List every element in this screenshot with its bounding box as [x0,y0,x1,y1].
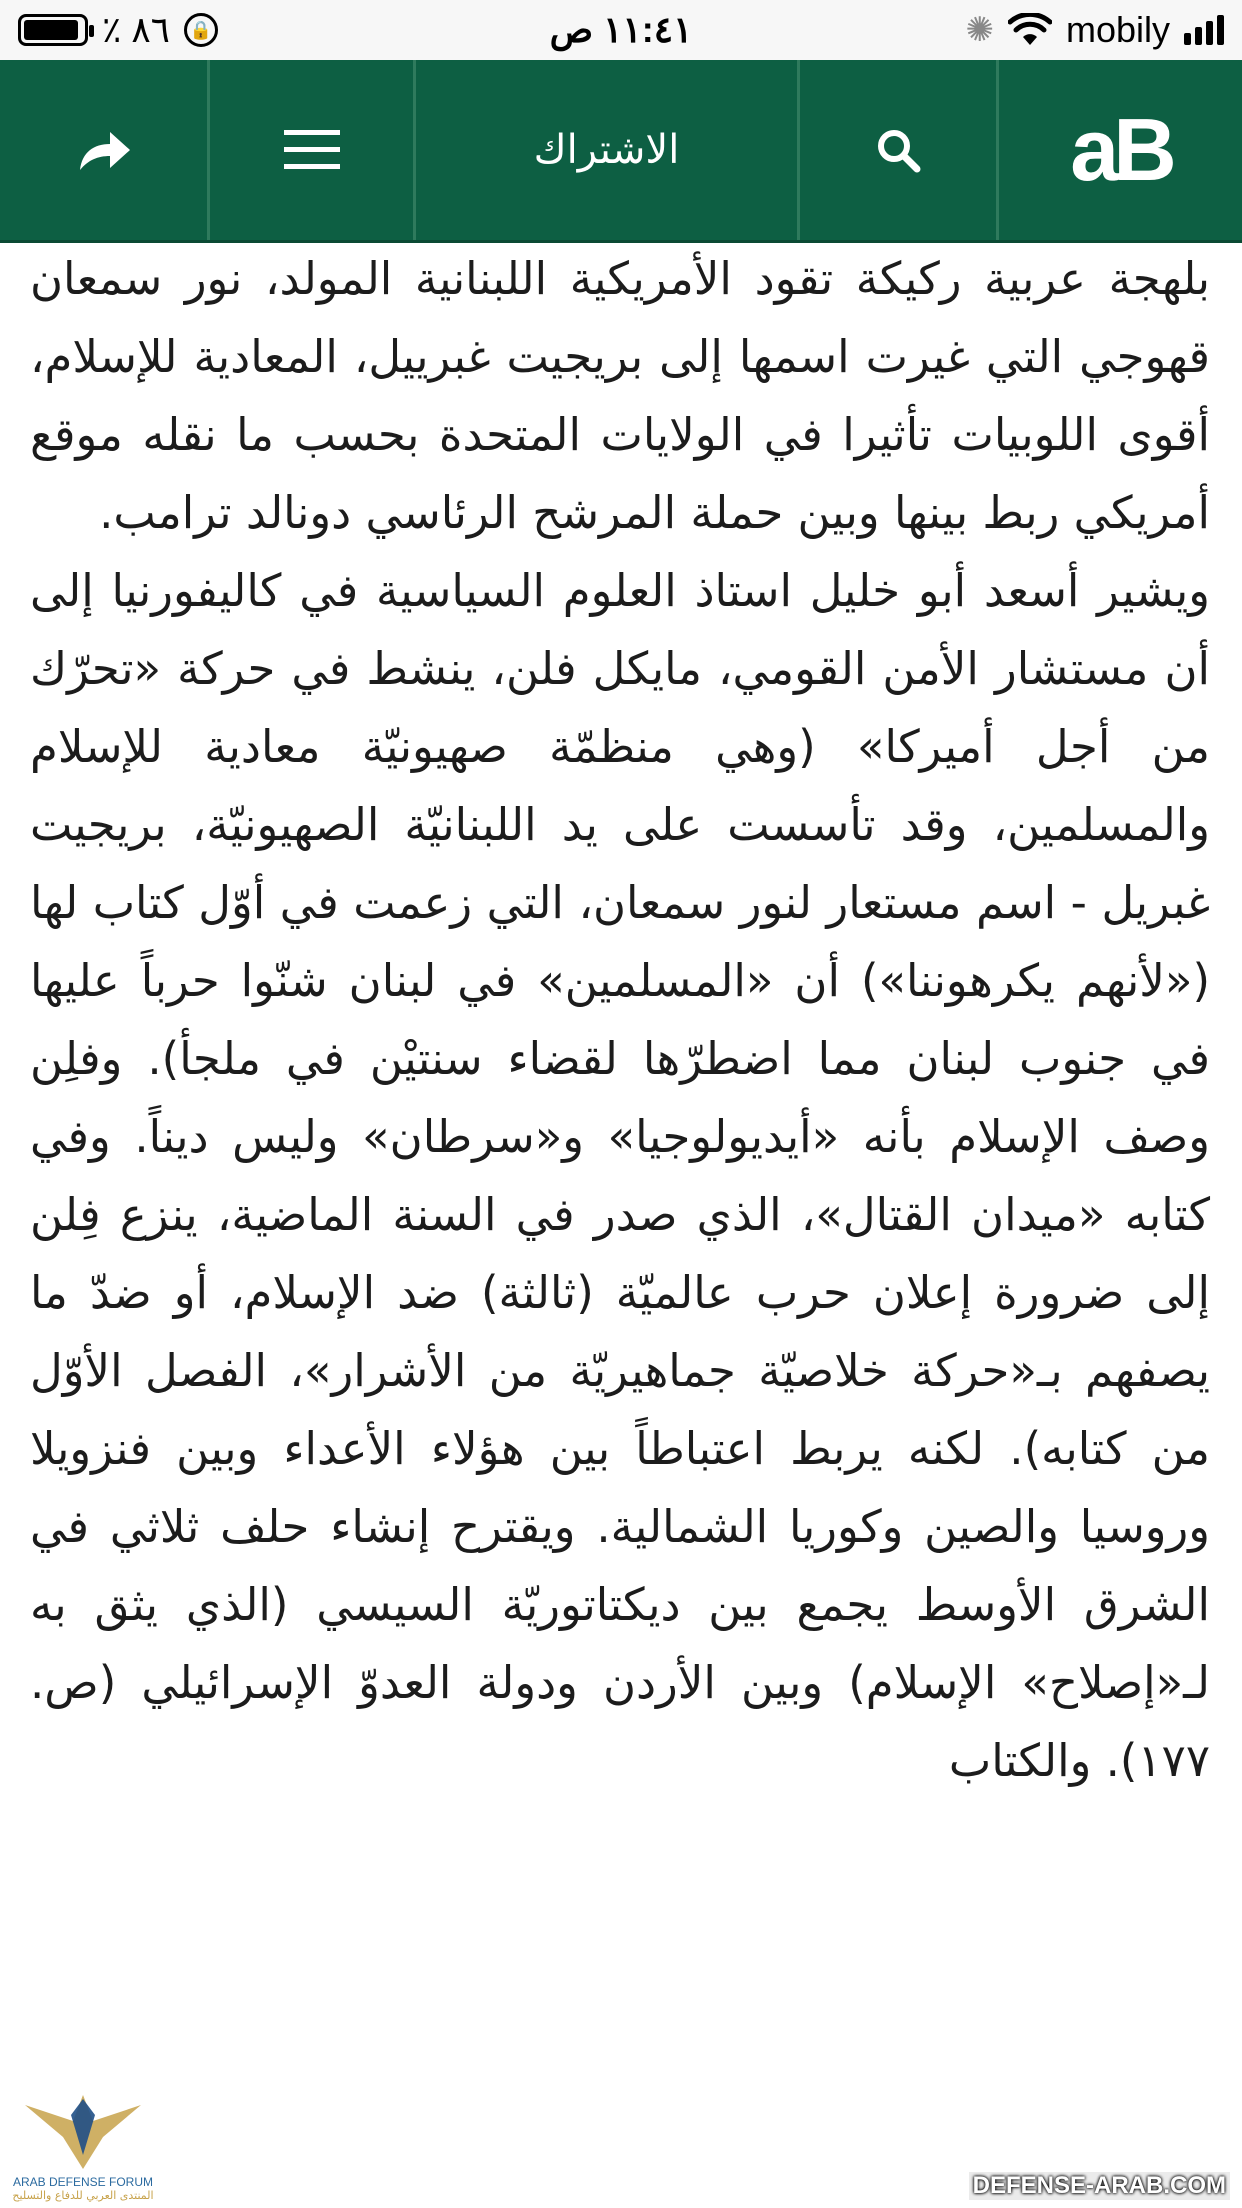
battery-icon [18,14,88,46]
site-logo[interactable] [996,60,1242,240]
watermark-forum-subtitle: المنتدى العربي للدفاع والتسليح [12,2189,154,2202]
wifi-icon [1008,13,1052,47]
menu-icon [284,128,340,172]
status-left [18,0,218,60]
subscribe-label: الاشتراك [533,127,680,173]
subscribe-button[interactable] [413,60,797,240]
status-time: ١١:٤١ ص [549,9,693,50]
watermark-forum-name: ARAB DEFENSE FORUM [12,2175,153,2189]
forum-watermark-logo [8,2085,158,2205]
article-body [30,240,1210,1800]
share-button[interactable] [0,60,207,240]
logo-text: aB [1070,100,1171,199]
eagle-emblem-icon [23,2085,143,2175]
search-button[interactable] [797,60,996,240]
share-icon [76,126,132,174]
carrier-name: mobily [1065,9,1170,50]
article-paragraph-2: ويشير أسعد أبو خليل استاذ العلوم السياسية في كاليفورنيا إلى أن مستشار الأمن القومي، مايكل فلن، ينشط في حركة «تحرّك من أجل أميركا» (وهي منظمّة صهيونيّة معادية للإسلام والمسلمين، وقد تأسست على يد اللبنانيّة الصهيونيّة، بريجيت غبريل - اسم مستعار لنور سمعان، التي زعمت في أوّل كتاب لها («لأنهم يكرهوننا») أن «المسلمين» في لبنان شنّوا حرباً عليها في جنوب لبنان مما اضطرّها لقضاء سنتيْن في ملجأ). وفلِن وصف الإسلام بأنه «أيديولوجيا» و«سرطان» وليس ديناً. وفي كتابه «ميدان القتال»، الذي صدر في السنة الماضية، ينزع فِلن إلى ضرورة إعلان حرب عالميّة (ثالثة) ضد الإسلام، أو ضدّ ما يصفهم بـ«حركة خلاصيّة جماهيريّة من الأشرار»، الفصل الأوّل من كتابه). لكنه يربط اعتباطاً بين هؤلاء الأعداء وبين فنزويلا وروسيا والصين وكوريا الشمالية. ويقترح إنشاء حلف ثلاثي في الشرق الأوسط يجمع بين ديكتاتوريّة السيسي (الذي يثق به لـ«إصلاح» الإسلام) وبين الأردن ودولة العدوّ الإسرائيلي (ص. ١٧٧). والكتاب [30,564,1210,1787]
activity-spinner-icon: ✺ [965,11,994,49]
site-watermark: DEFENSE-ARAB.COM [969,2172,1230,2200]
menu-button[interactable] [207,60,413,240]
search-icon [875,127,921,173]
signal-strength-icon [1184,15,1224,45]
rotation-lock-icon: 🔒 [184,13,218,47]
status-right [965,0,1224,60]
top-navigation-bar [0,60,1242,243]
article-paragraph-1: بلهجة عربية ركيكة تقود الأمريكية اللبنانية المولد، نور سمعان قهوجي التي غيرت اسمها إلى بريجيت غبرييل، المعادية للإسلام، أقوى اللوبيات تأثيرا في الولايات المتحدة بحسب ما نقله موقع أمريكي ربط بينها وبين حملة المرشح الرئاسي دونالد ترامب. [30,252,1210,539]
status-bar [0,0,1242,60]
battery-percent: ٪ ٨٦ [102,9,171,50]
